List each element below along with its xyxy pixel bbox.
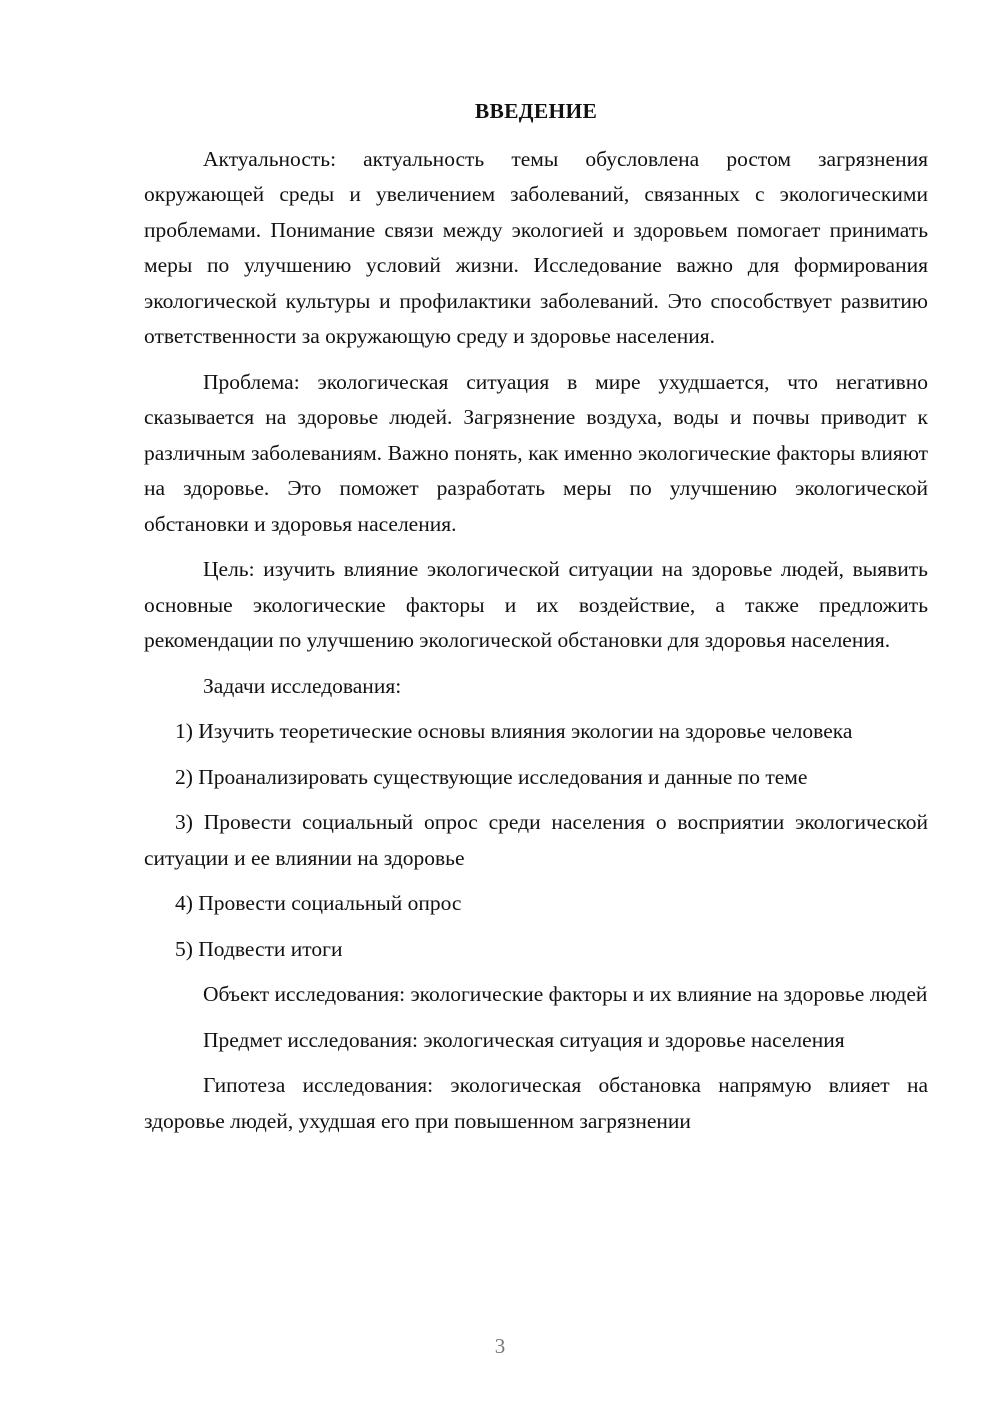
task-item-2: 2) Проанализировать существующие исследования и данные по теме	[175, 764, 808, 789]
task-item-4: 4) Провести социальный опрос	[175, 891, 462, 915]
page-title: ВВЕДЕНИЕ	[474, 99, 598, 123]
paragraph-hypothesis: Гипотеза исследования: экологическая обстановка напрямую влияет на здоровье людей, ухудшая его при повышенном загрязнении	[144, 1073, 928, 1133]
task-item-3: 3) Провести социальный опрос среди населения о восприятии экологической ситуации и ее влиянии на здоровье	[144, 810, 928, 870]
paragraph-relevance: Актуальность: актуальность темы обусловлена ростом загрязнения окружающей среды и увеличением заболеваний, связанных с экологическими проблемами. Понимание связи между экологией и здоровьем помогает принимать меры по улучшению условий жизни. Исследование важно для формирования экологической культуры и профилактики заболеваний. Это способствует развитию ответственности за окружающую среду и здоровье населения.	[144, 146, 928, 348]
paragraph-tasks-heading: Задачи исследования:	[203, 673, 402, 698]
paragraph-problem: Проблема: экологическая ситуация в мире ухудшается, что негативно сказывается на здоровье людей. Загрязнение воздуха, воды и почвы приводит к различным заболеваниям. Важно понять, как именно экологические факторы влияют на здоровье. Это поможет разработать меры по улучшению экологической обстановки и здоровья населения.	[144, 369, 928, 536]
paragraph-subject: Предмет исследования: экологическая ситуация и здоровье населения	[203, 1027, 845, 1052]
paragraph-object: Объект исследования: экологические факторы и их влияние на здоровье людей	[203, 982, 928, 1006]
task-item-5: 5) Подвести итоги	[175, 936, 343, 961]
paragraph-goal: Цель: изучить влияние экологической ситуации на здоровье людей, выявить основные экологические факторы и их воздействие, а также предложить рекомендации по улучшению экологической обстановки для здоровья населения.	[144, 557, 928, 652]
page-number: 3	[494, 1334, 506, 1358]
document-body	[144, 94, 928, 1149]
task-item-1: 1) Изучить теоретические основы влияния экологии на здоровье человека	[175, 719, 853, 743]
